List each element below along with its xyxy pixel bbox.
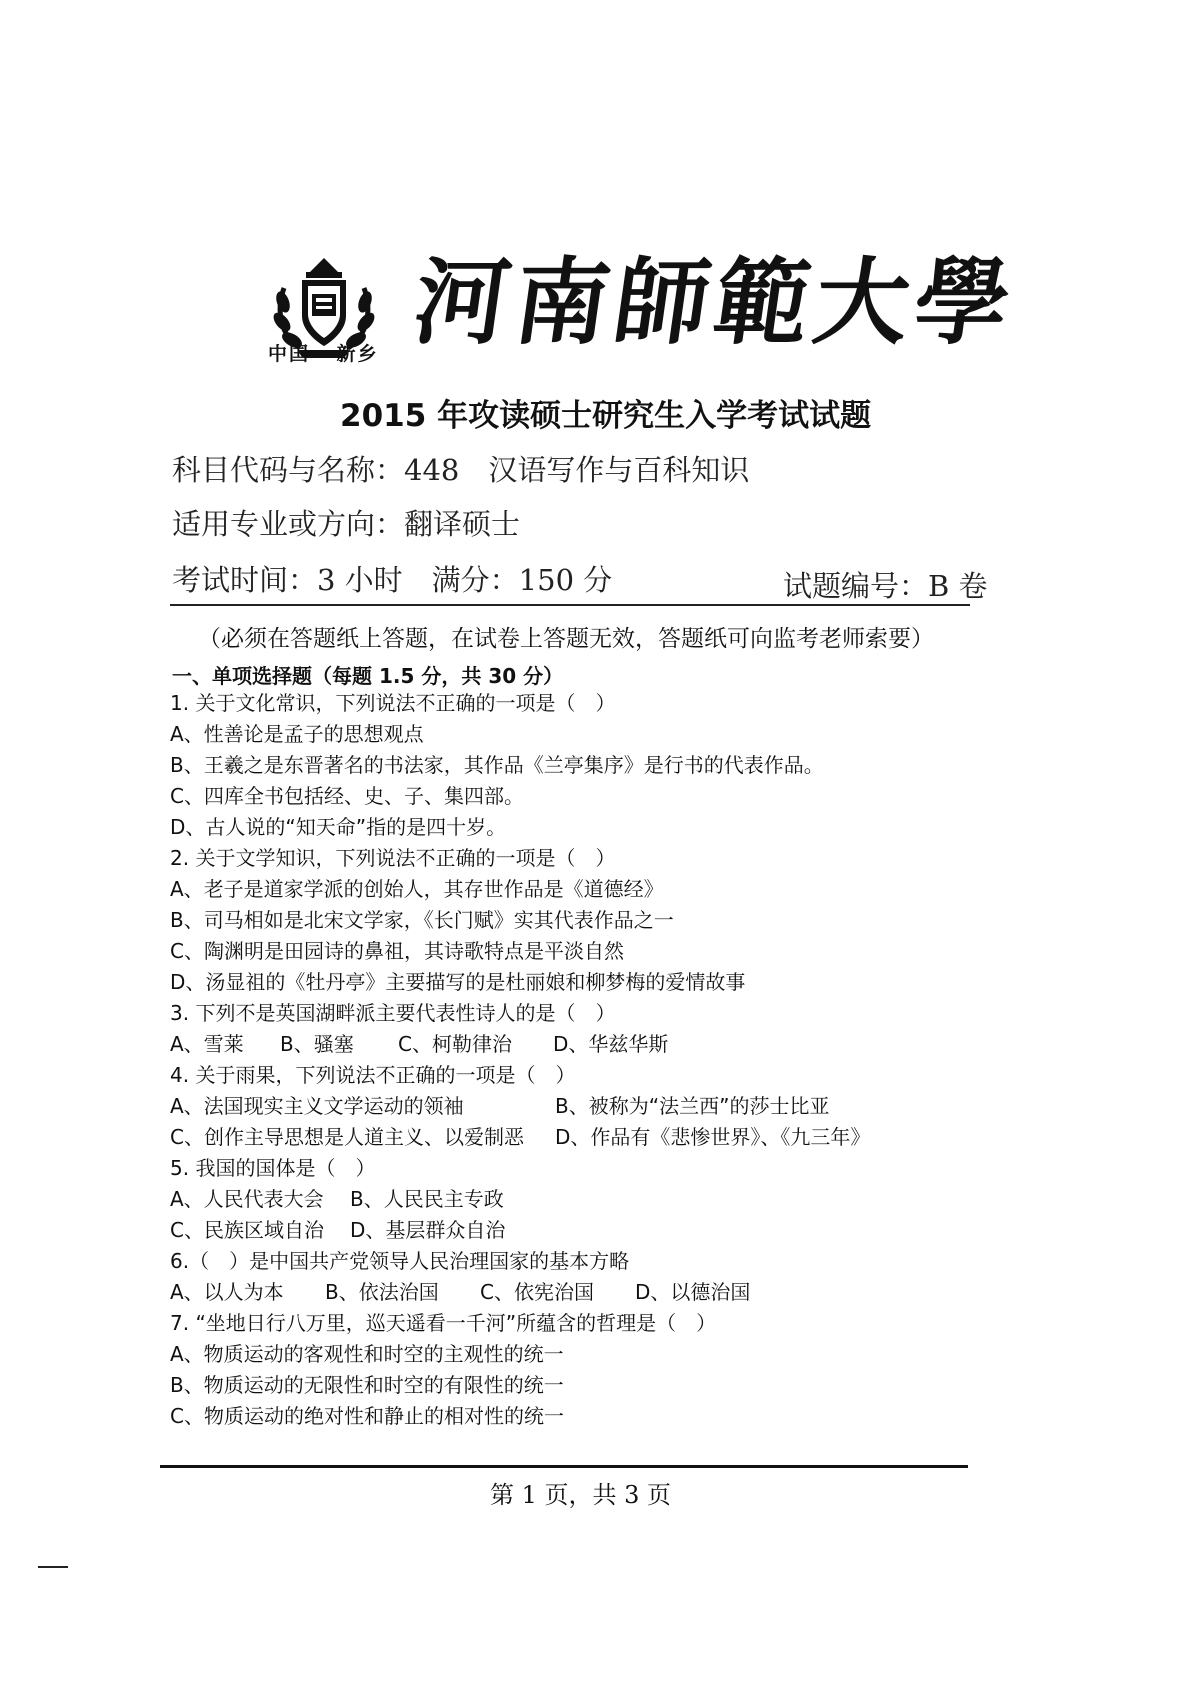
option-c: C、民族区域自治	[170, 1218, 324, 1242]
answer-sheet-notice: （必须在答题纸上答题，在试卷上答题无效，答题纸可向监考老师索要）	[198, 626, 934, 652]
option-row	[170, 1091, 990, 1122]
major-line: 适用专业或方向：翻译硕士	[172, 507, 521, 541]
section-heading: 一、单项选择题（每题 1.5 分，共 30 分）	[172, 664, 564, 688]
option-c: C、四库全书包括经、史、子、集四部。	[170, 784, 524, 808]
option-d: D、汤显祖的《牡丹亭》主要描写的是杜丽娘和柳梦梅的爱情故事	[170, 970, 746, 994]
scan-edge-mark	[38, 1566, 68, 1568]
option-d: D、以德治国	[635, 1280, 751, 1304]
option-c: C、物质运动的绝对性和静止的相对性的统一	[170, 1404, 564, 1428]
option-b: B、依法治国	[325, 1280, 439, 1304]
time-line: 考试时间：3 小时 满分：150 分	[172, 563, 613, 597]
option-a: A、人民代表大会	[170, 1187, 324, 1211]
option-b: B、物质运动的无限性和时空的有限性的统一	[170, 1373, 564, 1397]
option-b: B、人民民主专政	[350, 1187, 504, 1211]
option-a: A、老子是道家学派的创始人，其存世作品是《道德经》	[170, 877, 664, 901]
option-c: C、陶渊明是田园诗的鼻祖，其诗歌特点是平淡自然	[170, 939, 624, 963]
footer-divider	[160, 1465, 968, 1468]
page-number: 第 1 页，共 3 页	[490, 1481, 672, 1509]
question-stem: 3. 下列不是英国湖畔派主要代表性诗人的是（ ）	[170, 1001, 616, 1025]
exam-title: 2015 年攻读硕士研究生入学考试试题	[340, 398, 872, 434]
option-d: D、作品有《悲惨世界》、《九三年》	[555, 1125, 871, 1149]
option-a: A、性善论是孟子的思想观点	[170, 722, 424, 746]
option-b: B、王羲之是东晋著名的书法家，其作品《兰亭集序》是行书的代表作品。	[170, 753, 824, 777]
logo-caption: 中国 · 新乡	[268, 343, 379, 365]
option-c: C、依宪治国	[480, 1280, 594, 1304]
option-a: A、法国现实主义文学运动的领袖	[170, 1094, 464, 1118]
question-stem: 4. 关于雨果，下列说法不正确的一项是（ ）	[170, 1063, 576, 1087]
option-b: B、骚塞	[280, 1032, 354, 1056]
option-row	[170, 1029, 990, 1060]
option-a: A、物质运动的客观性和时空的主观性的统一	[170, 1342, 564, 1366]
question-stem: 5. 我国的国体是（ ）	[170, 1156, 376, 1180]
option-d: D、基层群众自治	[350, 1218, 506, 1242]
question-stem: 1. 关于文化常识，下列说法不正确的一项是（ ）	[170, 691, 616, 715]
option-a: A、雪莱	[170, 1032, 244, 1056]
option-d: D、华兹华斯	[553, 1032, 669, 1056]
option-c: C、创作主导思想是人道主义、以爱制恶	[170, 1125, 524, 1149]
option-a: A、以人为本	[170, 1280, 284, 1304]
option-row	[170, 1184, 990, 1215]
question-stem: 2. 关于文学知识，下列说法不正确的一项是（ ）	[170, 846, 616, 870]
option-b: B、被称为“法兰西”的莎士比亚	[555, 1094, 830, 1118]
option-b: B、司马相如是北宋文学家，《长门赋》实其代表作品之一	[170, 908, 674, 932]
option-row	[170, 1122, 990, 1153]
option-c: C、柯勒律治	[398, 1032, 512, 1056]
option-d: D、古人说的“知天命”指的是四十岁。	[170, 815, 507, 839]
option-row	[170, 1215, 990, 1246]
question-stem: 7. “坐地日行八万里，巡天遥看一千河”所蕴含的哲理是（ ）	[170, 1311, 717, 1335]
question-list	[170, 688, 990, 1432]
header-divider	[170, 604, 970, 606]
paper-code-line: 试题编号：B 卷	[783, 569, 988, 603]
subject-line: 科目代码与名称：448 汉语写作与百科知识	[172, 453, 750, 487]
option-row	[170, 1277, 990, 1308]
university-name: 河南師範大學	[407, 248, 1023, 358]
question-stem: 6.（ ）是中国共产党领导人民治理国家的基本方略	[170, 1249, 630, 1273]
